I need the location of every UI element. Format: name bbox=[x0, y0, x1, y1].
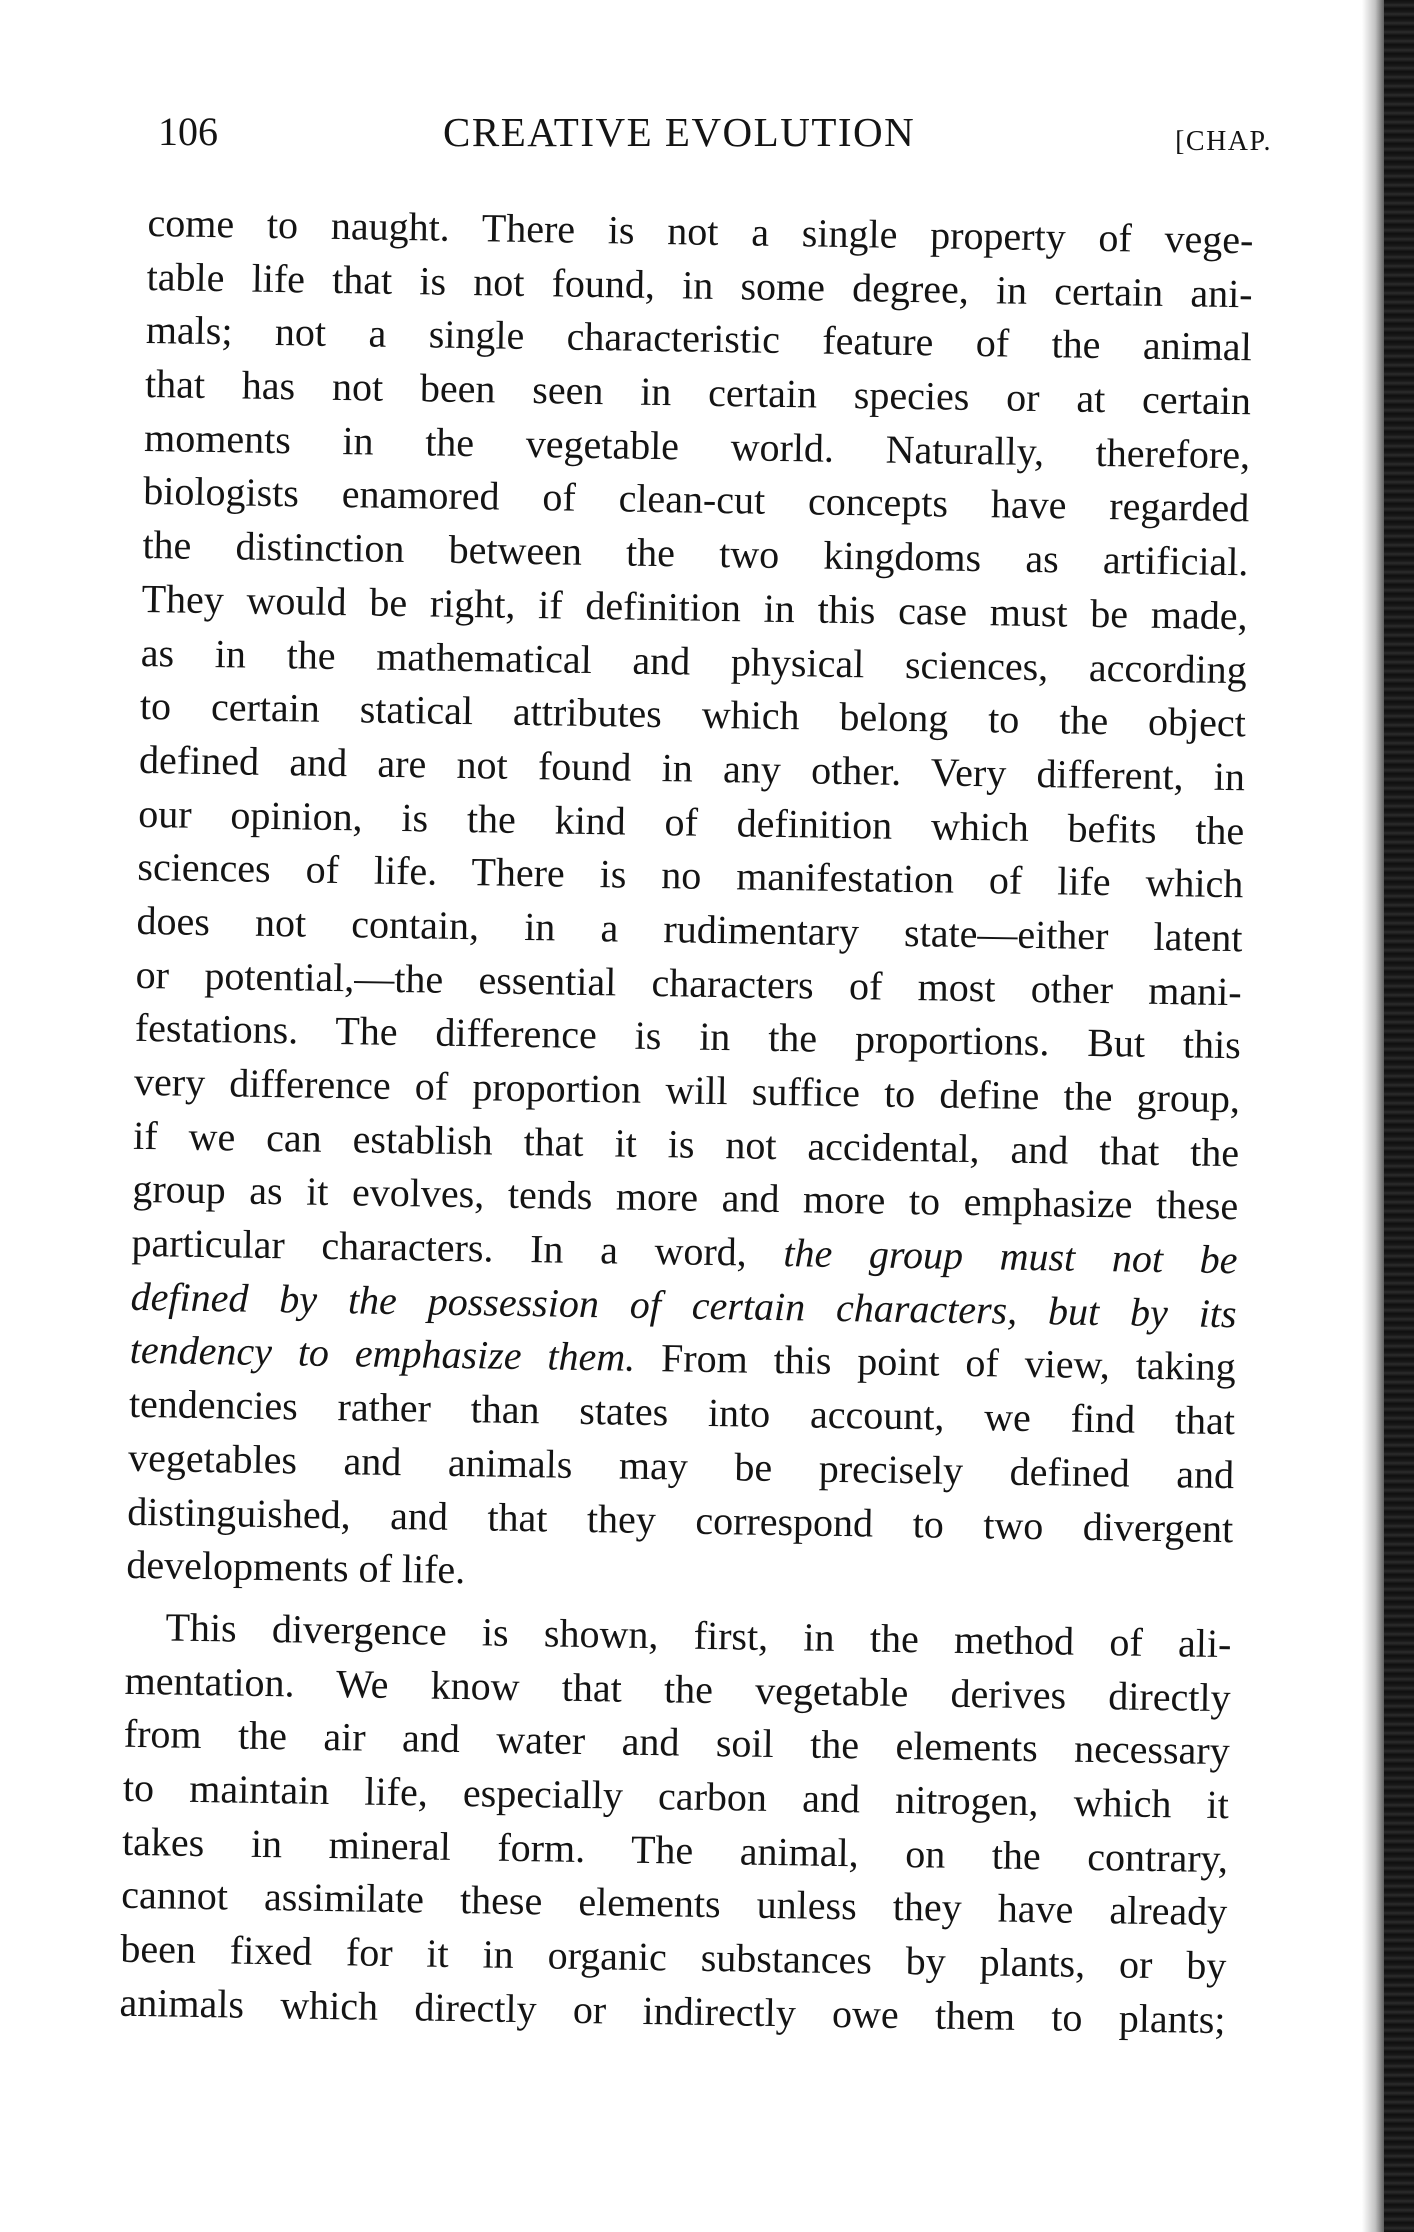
text-line: cannot assimilate these elements unless they have already bbox=[120, 1872, 1228, 1935]
text-line: tendencies rather than states into account, we find that bbox=[128, 1380, 1236, 1444]
text-line: the distinction between the two kingdoms as artificial. bbox=[142, 522, 1249, 585]
text-line: vegetables and animals may be precisely defined and bbox=[127, 1434, 1235, 1498]
text-line: or potential,—the essential characters of most other mani- bbox=[135, 951, 1242, 1014]
paragraph-1 bbox=[126, 196, 1254, 1609]
text-line: animals which directly or indirectly owe them to plants; bbox=[119, 1979, 1226, 2042]
text-line: does not contain, in a rudimentary state—either latent bbox=[136, 897, 1243, 961]
chapter-mark: [CHAP. bbox=[1175, 126, 1272, 157]
book-title: CREATIVE EVOLUTION bbox=[443, 109, 916, 155]
text-run: From this point of view, taking bbox=[634, 1335, 1237, 1390]
text-line: if we can establish that it is not accidental, and that the bbox=[132, 1112, 1240, 1175]
book-binding-edge bbox=[1384, 0, 1414, 2232]
italic-emphasis: tendency to emphasize them. bbox=[129, 1327, 636, 1381]
text-line: biologists enamored of clean-cut concepts have regarded bbox=[143, 468, 1250, 531]
italic-emphasis: the group must not be bbox=[783, 1230, 1238, 1283]
paragraph-2 bbox=[119, 1600, 1232, 2047]
text-line: table life that is not found, in some degree, in certain ani- bbox=[146, 253, 1253, 317]
running-header bbox=[158, 108, 1272, 168]
text-line: from the air and water and soil the elements necessary bbox=[123, 1711, 1231, 1774]
text-run: particular characters. In a word, bbox=[131, 1219, 784, 1276]
text-line: as in the mathematical and physical sciences, according bbox=[140, 629, 1248, 692]
text-line: group as it evolves, tends more and more to emphasize these bbox=[132, 1166, 1239, 1229]
text-line: to certain statical attributes which belong to the object bbox=[139, 683, 1247, 746]
text-line: mentation. We know that the vegetable derives directly bbox=[124, 1657, 1231, 1720]
text-line: distinguished, and that they correspond to two divergent bbox=[126, 1488, 1234, 1551]
text-line: sciences of life. There is no manifestation of life which bbox=[137, 844, 1244, 907]
italic-emphasis: defined by the possession of certain characters, but by its bbox=[130, 1273, 1237, 1336]
text-line: our opinion, is the kind of definition which befits the bbox=[137, 790, 1245, 853]
text-line: moments in the vegetable world. Naturally, therefore, bbox=[143, 414, 1251, 478]
text-line: defined and are not found in any other. Very different, in bbox=[138, 736, 1246, 800]
text-line: This divergence is shown, first, in the method of ali- bbox=[165, 1604, 1232, 1667]
text-line: to maintain life, especially carbon and nitrogen, which it bbox=[122, 1764, 1230, 1828]
scan-shadow bbox=[1362, 0, 1384, 2232]
text-line: takes in mineral form. The animal, on the contrary, bbox=[121, 1818, 1229, 1881]
text-line: mals; not a single characteristic feature of the animal bbox=[145, 307, 1253, 370]
body-text bbox=[119, 196, 1254, 2047]
text-line: festations. The difference is in the proportions. But this bbox=[134, 1005, 1242, 1068]
text-line: developments of life. bbox=[126, 1542, 466, 1593]
text-line: come to naught. There is not a single property of vege- bbox=[147, 199, 1254, 263]
text-line: very difference of proportion will suffice to define the group, bbox=[133, 1058, 1241, 1122]
page-number: 106 bbox=[158, 109, 218, 154]
text-line: They would be right, if definition in this case must be made, bbox=[141, 575, 1248, 639]
text-line: that has not been seen in certain species or at certain bbox=[144, 361, 1252, 424]
text-line: been fixed for it in organic substances by plants, or by bbox=[120, 1925, 1227, 1989]
